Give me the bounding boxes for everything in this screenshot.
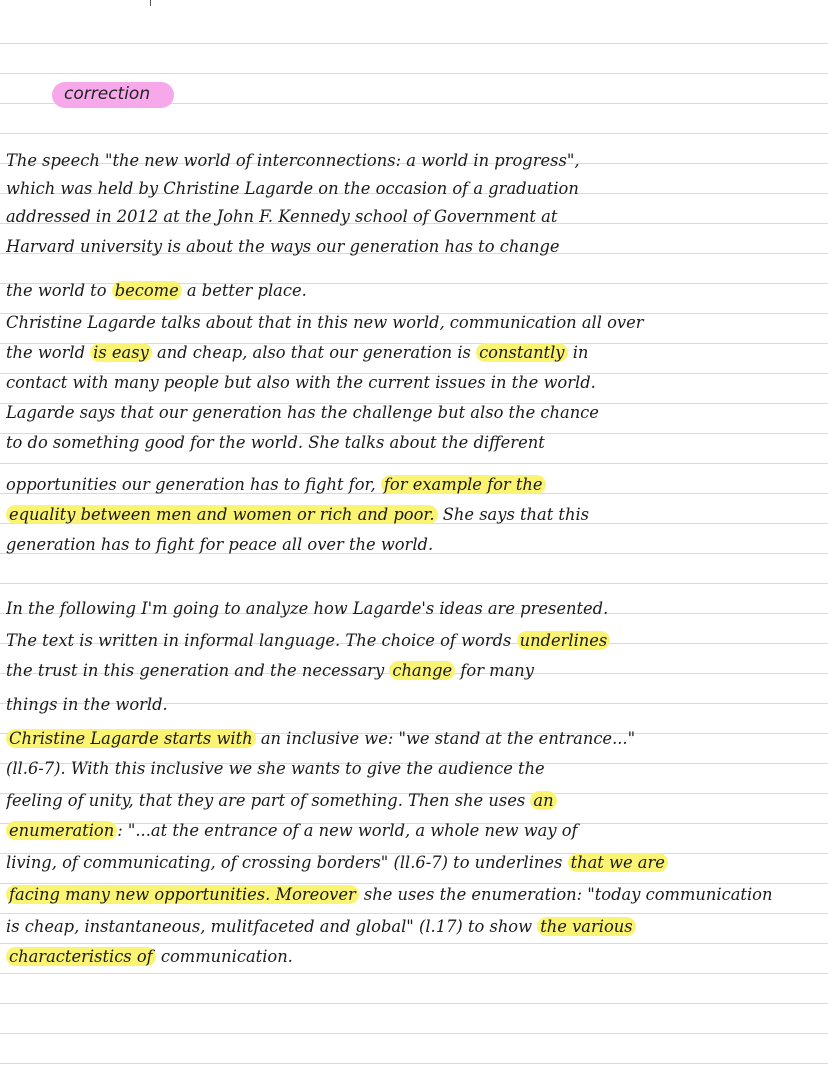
text-line [6,630,822,654]
text-segment: is cheap, instantaneous, mulitfaceted and global" (l.17) to show [6,917,538,936]
text-line [6,402,822,426]
text-line [6,504,822,528]
text-line [6,916,822,940]
text-line [6,820,822,844]
text-segment: (ll.6-7). With this inclusive we she wants to give the audience the [6,759,545,778]
text-segment: the trust in this generation and the necessary [6,661,390,680]
text-segment: opportunities our generation has to fight for, [6,475,381,494]
text-segment: the world [6,343,91,362]
highlighted-phrase: characteristics of [6,947,156,966]
text-segment: In the following I'm going to analyze how Lagarde's ideas are presented. [6,599,609,618]
text-line [6,312,822,336]
highlighted-phrase: become [112,281,182,300]
text-segment: living, of communicating, of crossing borders" (ll.6-7) to underlines [6,853,568,872]
text-line [6,178,822,202]
text-segment: Harvard university is about the ways our generation has to change [6,237,560,256]
highlighted-phrase: constantly [476,343,567,362]
text-line [6,372,822,396]
highlighted-phrase: the various [537,917,635,936]
text-segment: : "...at the entrance of a new world, a whole new way of [117,821,578,840]
text-line [6,280,822,304]
text-segment: contact with many people but also with the current issues in the world. [6,373,596,392]
highlighted-phrase: is easy [90,343,152,362]
text-segment: feeling of unity, that they are part of something. Then she uses [6,791,531,810]
text-segment: The speech "the new world of interconnections: a world in progress", [6,151,580,170]
highlighted-phrase: that we are [568,853,668,872]
text-line [6,474,822,498]
highlighted-phrase: equality between men and women or rich and poor. [6,505,438,524]
text-line [6,884,822,908]
text-line [6,150,822,174]
text-segment: which was held by Christine Lagarde on the occasion of a graduation [6,179,579,198]
text-line [6,852,822,876]
pen-mark [150,0,151,6]
text-line [6,534,822,558]
text-line [6,432,822,456]
text-segment: Lagarde says that our generation has the challenge but also the chance [6,403,599,422]
text-segment: she uses the enumeration: "today communication [358,885,773,904]
highlighted-phrase: an [530,791,556,810]
text-line [6,946,822,970]
highlighted-phrase: enumeration [6,821,117,840]
text-line [6,342,822,366]
text-segment: in [567,343,589,362]
text-segment: an inclusive we: "we stand at the entrance..." [255,729,636,748]
text-segment: The text is written in informal language. The choice of words [6,631,517,650]
text-segment: She says that this [437,505,590,524]
highlighted-phrase: Christine Lagarde starts with [6,729,256,748]
text-segment: communication. [155,947,293,966]
text-line [6,564,822,588]
text-line [6,236,822,260]
text-segment: to do something good for the world. She talks about the different [6,433,545,452]
text-line [6,598,822,622]
text-segment: things in the world. [6,695,168,714]
correction-heading: correction [52,82,174,108]
highlighted-phrase: facing many new opportunities. Moreover [6,885,359,904]
highlighted-phrase: for example for the [381,475,546,494]
text-line [6,206,822,230]
highlighted-phrase: underlines [517,631,611,650]
text-line [6,790,822,814]
text-line [6,694,822,718]
highlighted-phrase: change [389,661,455,680]
text-segment: for many [455,661,534,680]
text-segment: generation has to fight for peace all over the world. [6,535,434,554]
text-segment: addressed in 2012 at the John F. Kennedy school of Government at [6,207,558,226]
text-line [6,660,822,684]
text-segment: and cheap, also that our generation is [151,343,477,362]
text-line [6,728,822,752]
text-segment: a better place. [181,281,307,300]
text-segment: the world to [6,281,112,300]
text-segment: Christine Lagarde talks about that in this new world, communication all over [6,313,644,332]
text-line [6,758,822,782]
